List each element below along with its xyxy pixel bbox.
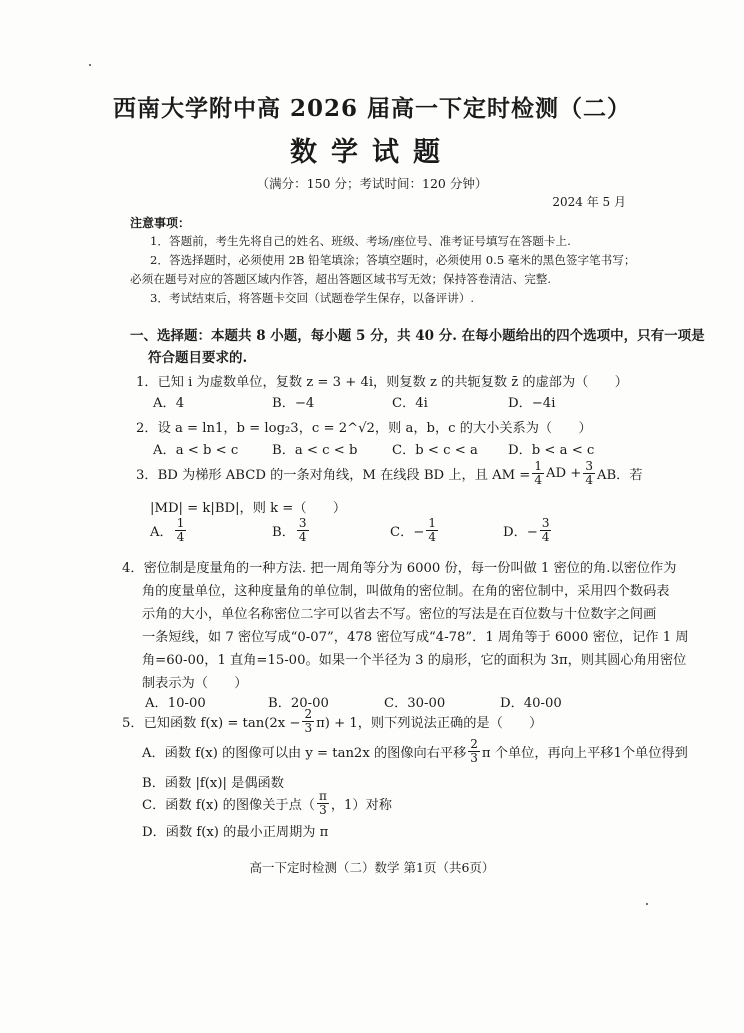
q3-frac-1: $\frac{1}{4}$ [534, 459, 542, 487]
q4-line-1: 4．密位制是度量角的一种方法. 把一周角等分为 6000 份，每一份叫做 1 密位的角.以密位作为 [122, 561, 677, 576]
section-heading-cont: 符合题目要求的. [148, 350, 248, 366]
q2-option-a: A．a < b < c [153, 443, 239, 458]
section-heading: 一、选择题：本题共 8 小题，每小题 5 分，共 40 分. 在每小题给出的四个选项中，只有一项是 [130, 328, 705, 344]
q5-option-c: C．函数 f(x) 的图像关于点（ $\frac{\pi}{3}$ ，1）对称 [142, 789, 392, 817]
q4-option-b: B．20-00 [268, 696, 329, 711]
q2-stem: 2．设 a = ln1，b = log₂3，c = 2^√2，则 a，b，c 的大小关系为（ ） [136, 421, 592, 436]
q3-option-d: D．− $\frac{3}{4}$ [503, 516, 550, 544]
q4-line-2: 角的度量单位，这种度量角的单位制，叫做角的密位制。在角的密位制中，采用四个数码表 [142, 584, 670, 599]
q3-option-c: C．− $\frac{1}{4}$ [390, 516, 436, 544]
q4-option-a: A．10-00 [145, 696, 206, 711]
q1-stem: 1．已知 i 为虚数单位，复数 z = 3 + 4i，则复数 z 的共轭复数 z̄ 的虚部为（ ） [136, 375, 628, 390]
q3-frac-2: $\frac{3}{4}$ [585, 459, 593, 487]
q3-stem-mid: AD + [545, 465, 582, 481]
q2-option-c: C．b < c < a [392, 443, 478, 458]
q5-option-b: B．函数 |f(x)| 是偶函数 [142, 776, 284, 791]
q2-option-b: B．a < c < b [272, 443, 358, 458]
q4-line-6: 制表示为（ ） [142, 676, 248, 691]
q3-stem-pre: 3．BD 为梯形 ABCD 的一条对角线，M 在线段 BD 上，且 AM = [136, 467, 531, 483]
q4-option-c: C．30-00 [384, 696, 446, 711]
q1-option-d: D．−4i [508, 396, 556, 411]
q1-option-b: B．−4 [272, 396, 315, 411]
exam-meta: （满分：150 分；考试时间：120 分钟） [256, 176, 488, 191]
q5-frac: $\frac{2}{3}$ [304, 707, 313, 735]
q5-stem-post: π) + 1，则下列说法正确的是（ ） [316, 715, 543, 731]
q3-stem [136, 460, 643, 486]
q4-option-d: D．40-00 [500, 696, 562, 711]
note-3: 3．考试结束后，将答题卡交回（试题卷学生保存，以备评讲）. [150, 291, 475, 305]
q5-option-a: A．函数 f(x) 的图像可以由 y = tan2x 的图像向右平移 $\frac{2}{3}$ π 个单位，再向上平移1个单位得到 [142, 737, 688, 765]
q5-stem-pre: 5．已知函数 f(x) = tan(2x − [122, 715, 301, 731]
subject-title: 数学试题 [290, 137, 454, 168]
scan-speck [89, 64, 91, 66]
q5-option-d: D．函数 f(x) 的最小正周期为 π [142, 825, 329, 840]
exam-title: 西南大学附中高 2026 届高一下定时检测（二） [112, 95, 632, 122]
note-2: 2．答选择题时，必须使用 2B 铅笔填涂；答填空题时，必须使用 0.5 毫米的黑色签字笔书写； [150, 253, 636, 267]
q4-line-4: 一条短线，如 7 密位写成“0-07”，478 密位写成“4-78”．1 周角等于 6000 密位，记作 1 周 [142, 630, 689, 645]
q3-option-a: A． $\frac{1}{4}$ [150, 516, 185, 544]
exam-date: 2024 年 5 月 [552, 195, 626, 209]
q1-option-a: A．4 [153, 396, 185, 411]
q4-line-3: 示角的大小，单位名称密位二字可以省去不写。密位的写法是在百位数与十位数字之间画 [142, 607, 657, 622]
note-2-cont: 必须在题号对应的答题区域内作答，超出答题区域书写无效；保持答卷清洁、完整. [130, 272, 552, 286]
q2-option-d: D．b < a < c [508, 443, 595, 458]
q3-stem-line2: |MD| = k|BD|，则 k =（ ） [150, 501, 347, 516]
q3-option-b: B． $\frac{3}{4}$ [272, 516, 307, 544]
note-1: 1．答题前，考生先将自己的姓名、班级、考场/座位号、准考证号填写在答题卡上. [150, 234, 571, 248]
page-footer: 高一下定时检测（二）数学 第1页（共6页） [249, 860, 495, 875]
q4-line-5: 角=60-00，1 直角=15-00。如果一个半径为 3 的扇形，它的面积为 3π，则其圆心角用密位 [142, 653, 687, 668]
q3-stem-post: AB．若 [596, 467, 643, 483]
scan-speck [646, 903, 648, 905]
notes-heading: 注意事项： [130, 216, 191, 230]
q5-stem [122, 708, 542, 734]
q1-option-c: C．4i [392, 396, 428, 411]
